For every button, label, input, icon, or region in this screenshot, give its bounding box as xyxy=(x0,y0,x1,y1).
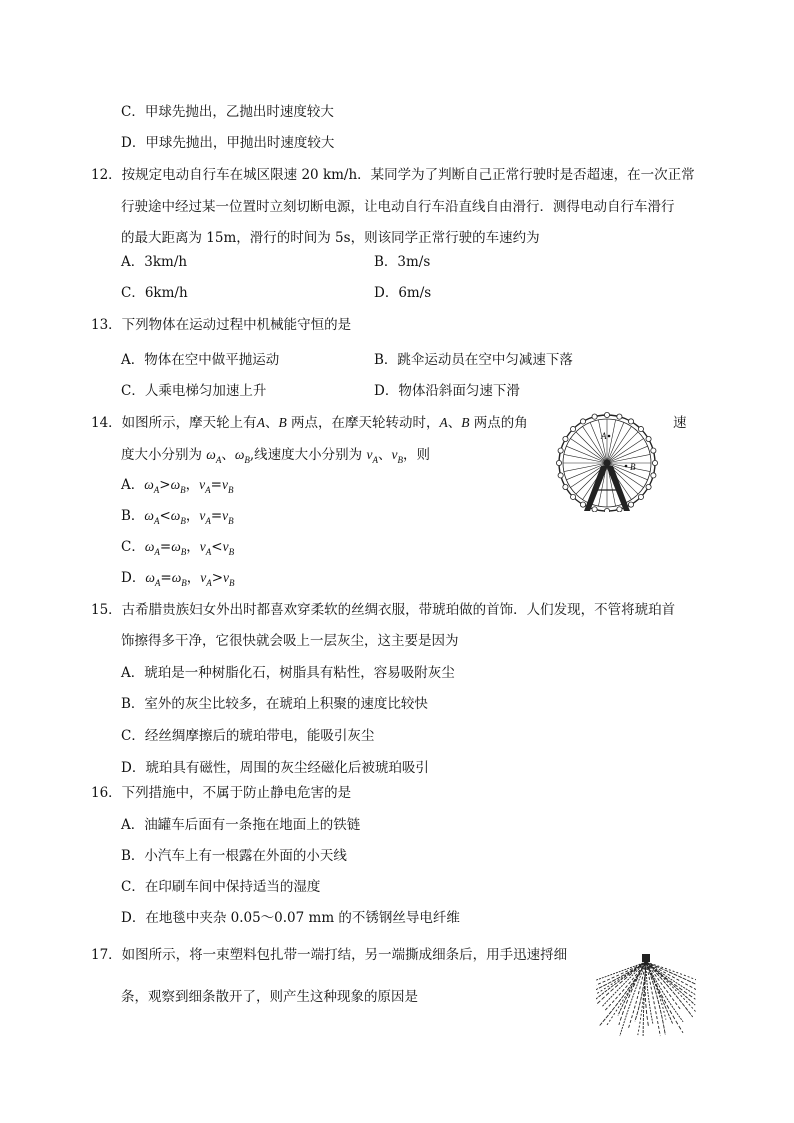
q15-option-d: D．琥珀具有磁性，周围的灰尘经磁化后被琥珀吸引 xyxy=(121,760,429,776)
q16-stem: 16．下列措施中，不属于防止静电危害的是 xyxy=(91,785,352,801)
q14-option-d: D．$\omega_A=\omega_B$，$v_A>v_B$ xyxy=(121,570,235,588)
ferris-wheel-figure xyxy=(546,408,668,512)
q14-option-a: A．$\omega_A>\omega_B$，$v_A=v_B$ xyxy=(121,477,234,495)
q17-stem-line1: 17．如图所示，将一束塑料包扎带一端打结，另一端撕成细条后，用手迅速捋细 xyxy=(91,947,568,963)
q16-option-c: C．在印刷车间中保持适当的湿度 xyxy=(121,879,321,895)
plastic-strips-figure xyxy=(596,950,696,1040)
q14-stem-line1: 14．如图所示，摩天轮上有A、B 两点，在摩天轮转动时，A、B 两点的角 xyxy=(91,415,528,431)
q15-option-c: C．经丝绸摩擦后的琥珀带电，能吸引灰尘 xyxy=(121,728,375,744)
q12-stem-line1: 12．按规定电动自行车在城区限速 20 km/h．某同学为了判断自己正常行驶时是否超速，在一次正常 xyxy=(91,167,695,183)
fig-label-a: A xyxy=(601,431,607,441)
q15-option-a: A．琥珀是一种树脂化石，树脂具有粘性，容易吸附灰尘 xyxy=(121,665,455,681)
q15-stem-line1: 15．古希腊贵族妇女外出时都喜欢穿柔软的丝绸衣服，带琥珀做的首饰．人们发现，不管将琥珀首 xyxy=(91,602,676,618)
q12-stem-line3: 的最大距离为 15m，滑行的时间为 5s，则该同学正常行驶的车速约为 xyxy=(121,230,540,246)
q15-option-b: B．室外的灰尘比较多，在琥珀上积聚的速度比较快 xyxy=(121,696,428,712)
q14-stem-line1-end: 速 xyxy=(673,415,687,431)
q16-option-b: B．小汽车上有一根露在外面的小天线 xyxy=(121,848,347,864)
q12-stem-line2: 行驶途中经过某一位置时立刻切断电源，让电动自行车沿直线自由滑行．测得电动自行车滑行 xyxy=(121,199,675,215)
q11-option-d: D．甲球先抛出，甲抛出时速度较大 xyxy=(121,135,335,151)
q12-option-c: C．6km/h xyxy=(121,285,188,301)
q13-option-a: A．物体在空中做平抛运动 xyxy=(121,352,280,368)
q13-stem: 13．下列物体在运动过程中机械能守恒的是 xyxy=(91,317,352,333)
q15-stem-line2: 饰擦得多干净，它很快就会吸上一层灰尘，这主要是因为 xyxy=(121,633,459,649)
q14-option-b: B．$\omega_A<\omega_B$，$v_A=v_B$ xyxy=(121,508,234,526)
q13-option-c: C．人乘电梯匀加速上升 xyxy=(121,383,267,399)
q12-option-a: A．3km/h xyxy=(121,254,188,270)
q11-option-c: C．甲球先抛出，乙抛出时速度较大 xyxy=(121,104,334,120)
fig-label-b: B xyxy=(630,462,636,472)
q16-option-d: D．在地毯中夹杂 0.05～0.07 mm 的不锈钢丝导电纤维 xyxy=(121,910,460,926)
q12-option-b: B．3m/s xyxy=(374,254,431,270)
q13-option-d: D．物体沿斜面匀速下滑 xyxy=(374,383,520,399)
q13-option-b: B．跳伞运动员在空中匀减速下落 xyxy=(374,352,573,368)
q14-stem-line2: 度大小分别为 $\omega_A$、$\omega_B$,线速度大小分别为 $v_A$、$v_B$，则 xyxy=(121,447,430,465)
q17-stem-line2: 条，观察到细条散开了，则产生这种现象的原因是 xyxy=(121,989,418,1005)
q16-option-a: A．油罐车后面有一条拖在地面上的铁链 xyxy=(121,817,361,833)
q12-option-d: D．6m/s xyxy=(374,285,432,301)
q14-option-c: C．$\omega_A=\omega_B$，$v_A<v_B$ xyxy=(121,539,235,557)
